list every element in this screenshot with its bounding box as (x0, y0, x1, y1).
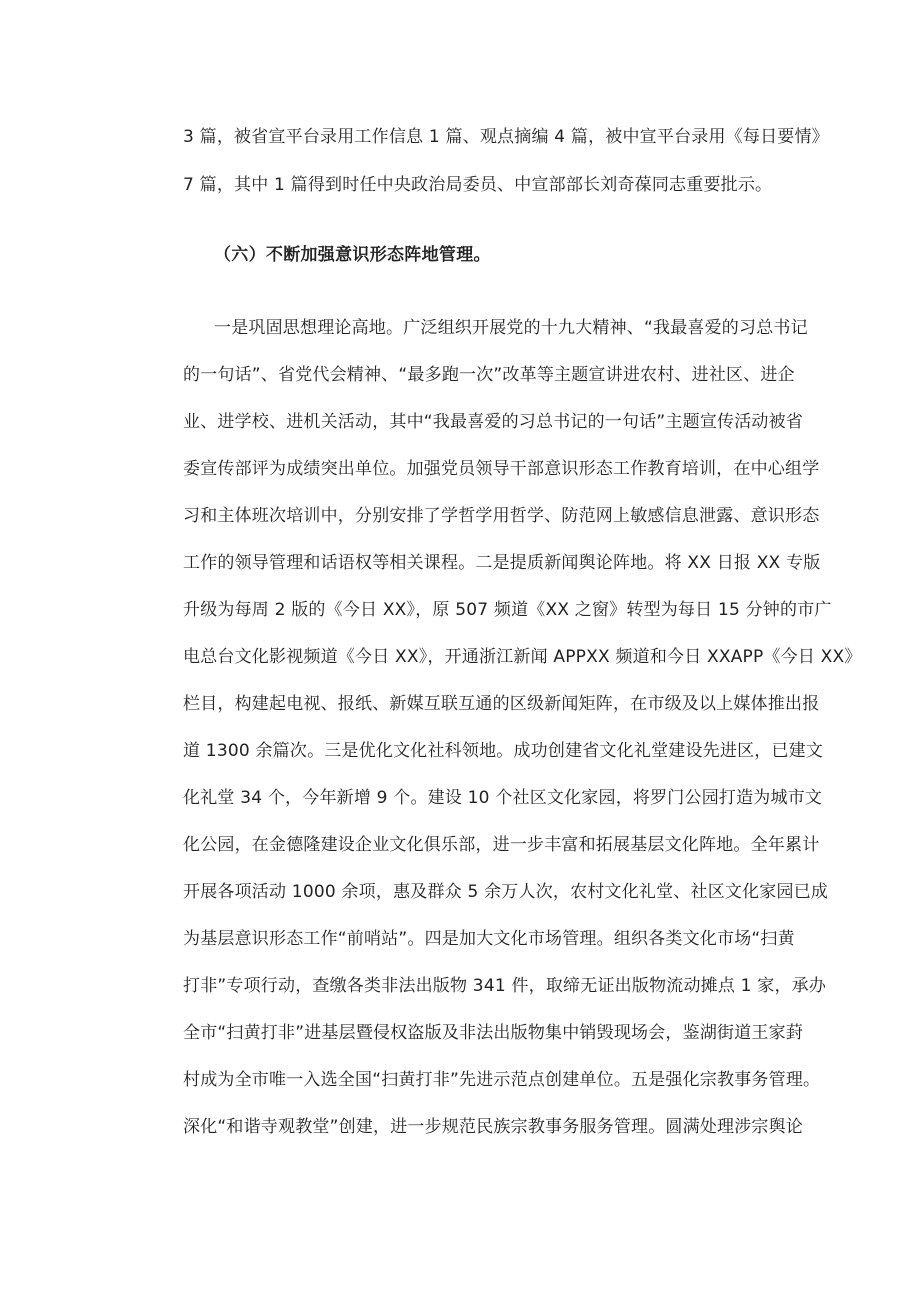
body-line-1: 一是巩固思想理论高地。广泛组织开展党的十九大精神、“我最喜爱的习总书记 (214, 318, 808, 338)
intro-line-2: 7 篇，其中 1 篇得到时任中央政治局委员、中宣部部长刘奇葆同志重要批示。 (183, 175, 773, 195)
section-heading: （六）不断加强意识形态阵地管理。 (214, 245, 491, 265)
body-line-12: 化公园，在金德隆建设企业文化俱乐部，进一步丰富和拓展基层文化阵地。全年累计 (183, 835, 820, 855)
intro-line-1: 3 篇，被省宣平台录用工作信息 1 篇、观点摘编 4 篇，被中宣平台录用《每日要情》 (183, 127, 829, 147)
body-line-18: 深化“和谐寺观教堂”创建，进一步规范民族宗教事务服务管理。圆满处理涉宗舆论 (183, 1117, 804, 1137)
body-line-13: 开展各项活动 1000 余项，惠及群众 5 余万人次，农村文化礼堂、社区文化家园已成 (183, 882, 829, 902)
body-line-7: 升级为每周 2 版的《今日 XX》，原 507 频道《XX 之窗》转型为每日 15 分钟的市广 (183, 600, 832, 620)
body-line-2: 的一句话”、省党代会精神、“最多跑一次”改革等主题宣讲进农村、进社区、进企 (183, 365, 795, 385)
body-line-6: 工作的领导管理和话语权等相关课程。二是提质新闻舆论阵地。将 XX 日报 XX 专版 (183, 553, 821, 573)
body-line-4: 委宣传部评为成绩突出单位。加强党员领导干部意识形态工作教育培训，在中心组学 (183, 459, 820, 479)
body-line-11: 化礼堂 34 个，今年新增 9 个。建设 10 个社区文化家园，将罗门公园打造为城市文 (183, 788, 823, 808)
body-line-16: 全市“扫黄打非”进基层暨侵权盗版及非法出版物集中销毁现场会，鉴湖街道王家葑 (183, 1023, 804, 1043)
body-line-5: 习和主体班次培训中，分别安排了学哲学用哲学、防范网上敏感信息泄露、意识形态 (183, 506, 820, 526)
body-line-15: 打非”专项行动，查缴各类非法出版物 341 件，取缔无证出版物流动摊点 1 家，承办 (183, 976, 827, 996)
body-line-9: 栏目，构建起电视、报纸、新媒互联互通的区级新闻矩阵，在市级及以上媒体推出报 (183, 694, 820, 714)
body-line-3: 业、进学校、进机关活动，其中“我最喜爱的习总书记的一句话”主题宣传活动被省 (183, 412, 804, 432)
body-line-14: 为基层意识形态工作“前哨站”。四是加大文化市场管理。组织各类文化市场“扫黄 (183, 929, 795, 949)
body-line-8: 电总台文化影视频道《今日 XX》，开通浙江新闻 APPXX 频道和今日 XXAPP《今日 XX》 (183, 647, 862, 667)
body-line-10: 道 1300 余篇次。三是优化文化社科领地。成功创建省文化礼堂建设先进区，已建文 (183, 741, 824, 761)
body-line-17: 村成为全市唯一入选全国“扫黄打非”先进示范点创建单位。五是强化宗教事务管理。 (183, 1070, 821, 1090)
